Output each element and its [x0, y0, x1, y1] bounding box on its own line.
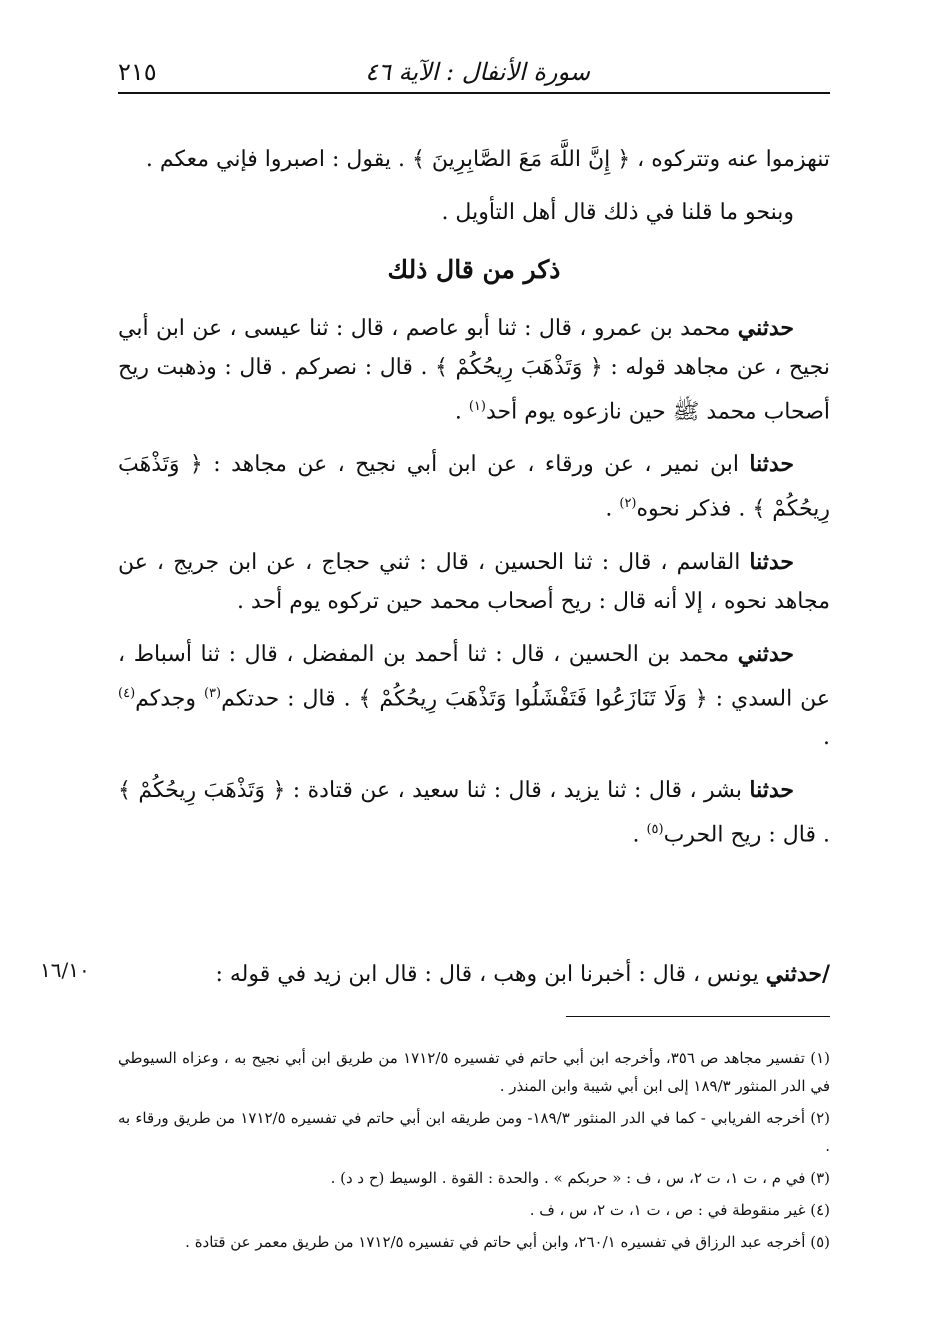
footnote-ref-5[interactable]: (٥): [646, 821, 664, 837]
text-segment: القاسم ، قال : ثنا الحسين ، قال : ثني حجاج ، عن ابن جريج ، عن مجاهد نحوه ، إلا أنه قال : ريح أصحاب محمد حين تركوه يوم أحد .: [118, 549, 830, 614]
narration-lead: حدثني: [737, 315, 794, 341]
footnote-ref-3[interactable]: (٣): [203, 685, 222, 701]
running-title: سورة الأنفال : الآية ٤٦: [365, 58, 590, 86]
paragraph-1: [118, 140, 830, 179]
quran-verse: ﴿ إِنَّ اللَّهَ مَعَ الصَّابِرِينَ ﴾: [412, 147, 631, 172]
narration-lead: حدثنا: [749, 451, 794, 478]
text-segment: .: [823, 724, 830, 750]
footnote-separator: [566, 1016, 830, 1017]
footnote-2: (٢) أخرجه الفريابي - كما في الدر المنثور ١٨٩/٣- ومن طريقه ابن أبي حاتم في تفسيره ١٧١٢/٥ من طريق ورقاء به .: [118, 1109, 830, 1155]
text-segment: .: [605, 496, 613, 522]
footnote-ref-2[interactable]: (٢): [619, 496, 637, 512]
page-number: ٢١٥: [118, 58, 157, 86]
footnote-1: (١) تفسير مجاهد ص ٣٥٦، وأخرجه ابن أبي حاتم في تفسيره ١٧١٢/٥ من طريق ابن أبي نجيح به ، وعزاه السيوطي في الدر المنثور ١٨٩/٣ إلى ابن أبي شيبة وابن المنذر .: [118, 1049, 831, 1095]
text-segment: .: [632, 822, 640, 848]
quran-verse: ﴿ وَتَذْهَبَ رِيحُكُمْ ﴾: [118, 452, 830, 522]
narration-6: [118, 955, 830, 994]
paragraph-2: وبنحو ما قلنا في ذلك قال أهل التأويل .: [441, 200, 794, 225]
text-segment: . قال : نصركم . قال : وذهبت ريح أصحاب محمد ﷺ حين نازعوه يوم أحد: [118, 355, 830, 425]
text-segment: . فذكر نحوه: [636, 496, 746, 522]
text-segment: يونس ، قال : أخبرنا ابن وهب ، قال : قال ابن زيد في قوله :: [215, 962, 759, 987]
narration-lead: حدثني: [737, 640, 794, 667]
text-segment: بشر ، قال : ثنا يزيد ، قال : ثنا سعيد ، عن قتادة :: [292, 777, 742, 803]
narration-3: [118, 543, 830, 621]
section-heading: ذكر من قال ذلك: [387, 255, 561, 284]
text-segment: ابن نمير ، عن ورقاء ، عن ابن أبي نجيح ، عن مجاهد :: [213, 452, 739, 478]
quran-verse: ﴿ وَتَذْهَبَ رِيحُكُمْ ﴾: [118, 777, 286, 803]
footnotes: [118, 1044, 830, 1260]
narration-2: [118, 445, 830, 528]
footnote-3: (٣) في م ، ت ١، ت ٢، س ، ف : « حربكم » . والحدة : القوة . الوسيط (ح د د) .: [330, 1169, 830, 1187]
text-segment: . قال : حدتكم: [221, 685, 351, 711]
narration-lead: حدثنا: [749, 776, 795, 803]
narration-1: [118, 309, 830, 431]
quran-verse: ﴿ وَلَا تَنَازَعُوا فَتَفْشَلُوا وَتَذْهَبَ رِيحُكُمْ ﴾: [358, 685, 708, 711]
text-segment: تنهزموا عنه وتتركوه ،: [637, 147, 830, 172]
quran-verse: ﴿ وَتَذْهَبَ رِيحُكُمْ ﴾: [435, 355, 603, 380]
text-segment: وجدكم: [135, 685, 197, 711]
footnote-4: (٤) غير منقوطة في : ص ، ت ١، ت ٢، س ، ف .: [529, 1201, 830, 1219]
page-header: [118, 52, 830, 94]
narration-5: [118, 771, 830, 854]
narration-4: [118, 635, 830, 757]
main-text: [118, 140, 830, 868]
text-segment: محمد بن الحسين ، قال : ثنا أحمد بن المفضل ، قال : ثنا أسباط ، عن السدي :: [118, 641, 831, 711]
margin-volume-page-note: ١٦/١٠: [40, 958, 90, 982]
footnote-ref-1[interactable]: (١): [468, 399, 486, 414]
text-segment: . يقول : اصبروا فإني معكم .: [145, 147, 406, 172]
narration-lead: حدثنا: [749, 548, 794, 575]
footnote-5: (٥) أخرجه عبد الرزاق في تفسيره ٢٦٠/١، وابن أبي حاتم في تفسيره ١٧١٢/٥ من طريق معمر عن قتادة .: [185, 1233, 830, 1251]
footnote-ref-4[interactable]: (٤): [118, 685, 136, 701]
text-segment: . قال : ريح الحرب: [663, 822, 830, 848]
text-segment: محمد بن عمرو ، قال : ثنا أبو عاصم ، قال : ثنا عيسى ، عن ابن أبي نجيح ، عن مجاهد قوله :: [118, 316, 831, 380]
narration-lead: /حدثني: [765, 961, 830, 987]
text-segment: .: [454, 399, 462, 425]
